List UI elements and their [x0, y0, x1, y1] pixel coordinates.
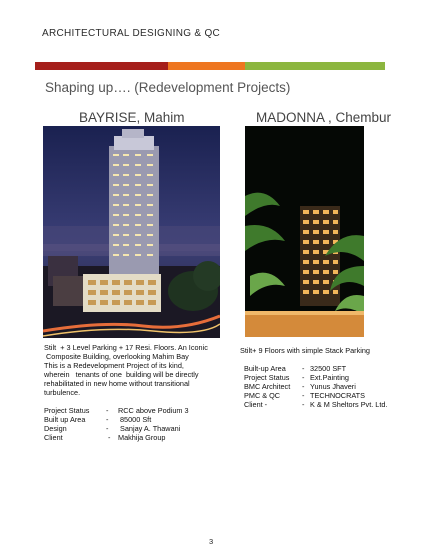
detail-separator: -: [106, 424, 109, 433]
detail-label: Built up Area: [44, 415, 86, 424]
detail-row: [244, 364, 424, 373]
detail-label: PMC & QC: [244, 391, 281, 400]
detail-label: Client: [44, 433, 63, 442]
detail-separator: -: [302, 391, 305, 400]
description-line: wherein tenants of one building will be directly: [44, 370, 199, 379]
detail-separator: -: [302, 400, 305, 409]
detail-row: [244, 373, 424, 382]
bayrise-tower-image: [43, 126, 220, 338]
green-bar: [245, 62, 385, 70]
detail-value: Ext.Painting: [310, 373, 349, 382]
detail-value: RCC above Podium 3: [118, 406, 189, 415]
detail-separator: -: [108, 433, 111, 442]
detail-label: Design: [44, 424, 67, 433]
description-line: This is a Redevelopment Project of its kind,: [44, 361, 184, 370]
orange-bar: [168, 62, 245, 70]
detail-value: Makhija Group: [118, 433, 166, 442]
detail-separator: -: [106, 415, 109, 424]
description-line: Composite Building, overlooking Mahim Bay: [44, 352, 189, 361]
detail-row: [244, 382, 424, 391]
detail-row: [244, 400, 424, 409]
section-title: Shaping up…. (Redevelopment Projects): [45, 80, 291, 95]
detail-label: Project Status: [244, 373, 290, 382]
detail-separator: -: [302, 382, 305, 391]
detail-value: Sanjay A. Thawani: [120, 424, 181, 433]
project-2-name: MADONNA , Chembur: [256, 110, 392, 125]
detail-row: [44, 415, 244, 424]
detail-label: BMC Architect: [244, 382, 291, 391]
detail-label: Built-up Area: [244, 364, 286, 373]
project-1-description: [44, 343, 264, 397]
description-line: turbulence.: [44, 388, 81, 397]
detail-row: [244, 391, 424, 400]
detail-row: [44, 406, 244, 415]
madonna-building-image: [245, 126, 364, 337]
detail-value: 85000 Sft: [120, 415, 152, 424]
detail-label: Project Status: [44, 406, 90, 415]
detail-separator: -: [302, 373, 305, 382]
page-number: 3: [209, 537, 214, 546]
detail-value: Yunus Jhaveri: [310, 382, 356, 391]
detail-value: 32500 SFT: [310, 364, 347, 373]
detail-separator: -: [302, 364, 305, 373]
description-line: rehabilitated in new home without transitional: [44, 379, 190, 388]
red-bar: [35, 62, 168, 70]
description-line: Stilt + 3 Level Parking + 17 Resi. Floors. An Iconic: [44, 343, 208, 352]
color-bar-divider: [35, 62, 385, 70]
detail-separator: -: [106, 406, 109, 415]
detail-row: [44, 424, 244, 433]
project-2-details: [244, 364, 424, 409]
document-header: ARCHITECTURAL DESIGNING & QC: [42, 28, 221, 39]
detail-value: K & M Sheltors Pvt. Ltd.: [310, 400, 388, 409]
project-1-details: [44, 406, 244, 442]
detail-row: [44, 433, 244, 442]
project-1-name: BAYRISE, Mahim: [79, 110, 185, 125]
detail-value: TECHNOCRATS: [310, 391, 365, 400]
detail-label: Client -: [244, 400, 268, 409]
project-2-description: Stilt+ 9 Floors with simple Stack Parking: [240, 346, 370, 355]
